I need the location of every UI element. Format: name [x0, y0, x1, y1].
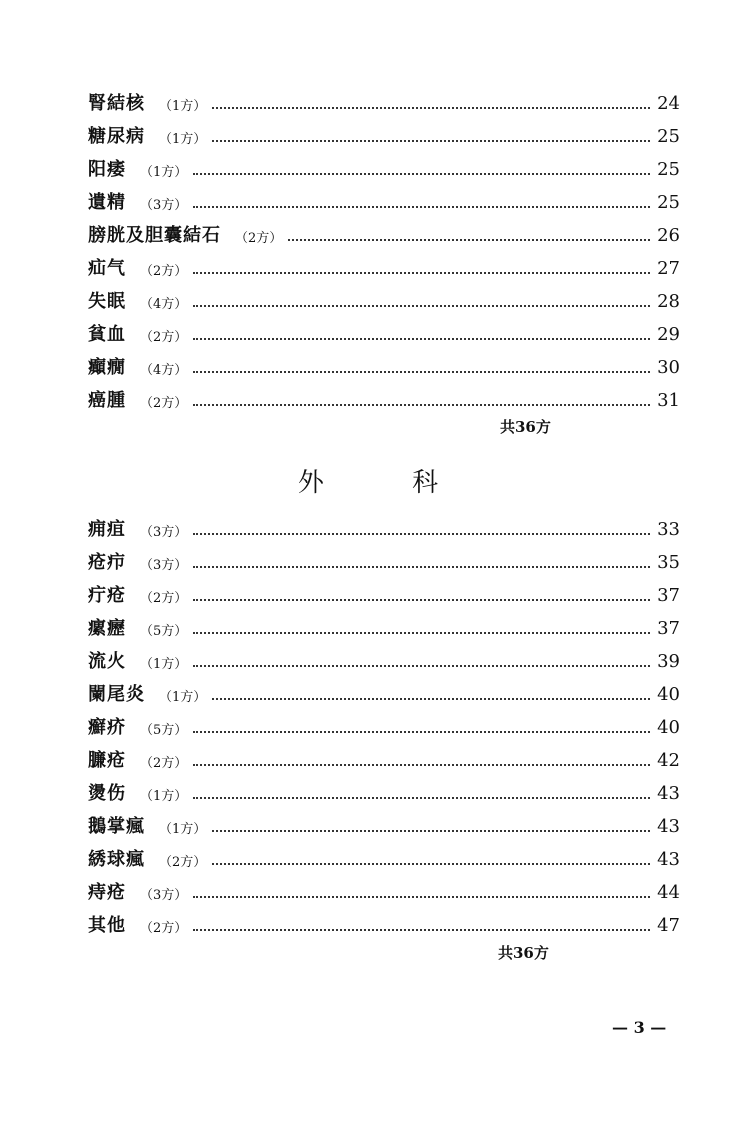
entry-name: 流火: [88, 651, 126, 672]
entry-name: 燙伤: [88, 783, 126, 804]
entry-name: 癬疥: [88, 717, 126, 738]
entry-page: 25: [657, 159, 680, 180]
entry-page: 31: [657, 390, 680, 411]
entry-page: 24: [657, 93, 680, 114]
entry-name: 疮疖: [88, 552, 126, 573]
toc-entry: [88, 113, 680, 146]
entry-name: 綉球瘋: [88, 849, 145, 870]
entry-page: 37: [657, 585, 680, 606]
entry-name: 失眠: [88, 291, 126, 312]
entry-count: （1方）: [159, 132, 207, 147]
entry-page: 29: [657, 324, 680, 345]
entry-page: 43: [657, 783, 680, 804]
entry-page: 25: [657, 192, 680, 213]
entry-page: 25: [657, 126, 680, 147]
entry-name: 瘰癧: [88, 618, 126, 639]
toc-entry: [88, 638, 680, 671]
entry-name: 其他: [88, 915, 126, 936]
entry-page: 37: [657, 618, 680, 639]
dot-leader: [193, 797, 650, 799]
dot-leader: [193, 566, 650, 568]
entry-count: （3方）: [140, 525, 188, 540]
toc-entry: [88, 836, 680, 869]
dot-leader: [288, 239, 650, 241]
entry-count: （3方）: [140, 198, 188, 213]
entry-page: 42: [657, 750, 680, 771]
entry-count: （1方）: [159, 822, 207, 837]
toc-entry: [88, 671, 680, 704]
entry-count: （3方）: [140, 888, 188, 903]
toc-entry: [88, 212, 680, 245]
page-number: — 3 —: [612, 1018, 667, 1037]
entry-count: （1方）: [140, 165, 188, 180]
dot-leader: [193, 764, 650, 766]
toc-entry: [88, 605, 680, 638]
dot-leader: [212, 830, 650, 832]
toc-entry: [88, 80, 680, 113]
entry-count: （2方）: [140, 591, 188, 606]
dot-leader: [193, 272, 650, 274]
dot-leader: [193, 371, 650, 373]
toc-entry: [88, 278, 680, 311]
entry-page: 40: [657, 684, 680, 705]
entry-count: （3方）: [140, 558, 188, 573]
entry-name: 疔疮: [88, 585, 126, 606]
dot-leader: [193, 731, 650, 733]
entry-page: 39: [657, 651, 680, 672]
section-title: 外 科: [297, 468, 479, 498]
entry-name: 膀胱及胆囊結石: [88, 225, 221, 246]
entry-page: 33: [657, 519, 680, 540]
entry-count: （2方）: [140, 396, 188, 411]
entry-name: 疝气: [88, 258, 126, 279]
entry-count: （5方）: [140, 723, 188, 738]
entry-name: 遺精: [88, 192, 126, 213]
dot-leader: [193, 173, 650, 175]
entry-count: （2方）: [235, 231, 283, 246]
toc-section-surgery: [88, 506, 680, 935]
toc-entry: [88, 737, 680, 770]
dot-leader: [193, 206, 650, 208]
entry-name: 腎結核: [88, 93, 145, 114]
entry-name: 阳痿: [88, 159, 126, 180]
dot-leader: [193, 896, 650, 898]
toc-entry: [88, 770, 680, 803]
entry-name: 癌腫: [88, 390, 126, 411]
entry-page: 26: [657, 225, 680, 246]
entry-page: 43: [657, 849, 680, 870]
entry-page: 30: [657, 357, 680, 378]
entry-page: 28: [657, 291, 680, 312]
dot-leader: [193, 338, 650, 340]
entry-count: （4方）: [140, 363, 188, 378]
toc-entry: [88, 902, 680, 935]
entry-page: 35: [657, 552, 680, 573]
entry-count: （2方）: [159, 855, 207, 870]
toc-entry: [88, 377, 680, 410]
section-total: 共36方: [500, 418, 551, 436]
entry-name: 糖尿病: [88, 126, 145, 147]
entry-count: （1方）: [140, 657, 188, 672]
entry-count: （1方）: [140, 789, 188, 804]
entry-count: （1方）: [159, 99, 207, 114]
toc-entry: [88, 803, 680, 836]
entry-name: 闌尾炎: [88, 684, 145, 705]
toc-entry: [88, 245, 680, 278]
entry-page: 43: [657, 816, 680, 837]
entry-name: 臁疮: [88, 750, 126, 771]
entry-page: 40: [657, 717, 680, 738]
entry-page: 44: [657, 882, 680, 903]
entry-name: 痈疽: [88, 519, 126, 540]
toc-entry: [88, 344, 680, 377]
entry-count: （5方）: [140, 624, 188, 639]
section-total: 共36方: [498, 944, 549, 962]
entry-count: （4方）: [140, 297, 188, 312]
dot-leader: [193, 929, 650, 931]
dot-leader: [212, 863, 650, 865]
entry-page: 47: [657, 915, 680, 936]
entry-count: （2方）: [140, 330, 188, 345]
entry-name: 鵝掌瘋: [88, 816, 145, 837]
dot-leader: [193, 404, 650, 406]
entry-count: （1方）: [159, 690, 207, 705]
toc-entry: [88, 869, 680, 902]
dot-leader: [193, 632, 650, 634]
dot-leader: [193, 599, 650, 601]
toc-section-internal: [88, 80, 680, 410]
dot-leader: [212, 107, 650, 109]
dot-leader: [193, 305, 650, 307]
entry-count: （2方）: [140, 921, 188, 936]
toc-entry: [88, 572, 680, 605]
dot-leader: [193, 665, 650, 667]
toc-entry: [88, 146, 680, 179]
toc-entry: [88, 539, 680, 572]
entry-count: （2方）: [140, 264, 188, 279]
entry-count: （2方）: [140, 756, 188, 771]
dot-leader: [212, 140, 650, 142]
entry-name: 貧血: [88, 324, 126, 345]
toc-entry: [88, 704, 680, 737]
dot-leader: [193, 533, 650, 535]
toc-entry: [88, 179, 680, 212]
entry-name: 痔疮: [88, 882, 126, 903]
toc-entry: [88, 506, 680, 539]
entry-page: 27: [657, 258, 680, 279]
dot-leader: [212, 698, 650, 700]
toc-entry: [88, 311, 680, 344]
entry-name: 癲癇: [88, 357, 126, 378]
